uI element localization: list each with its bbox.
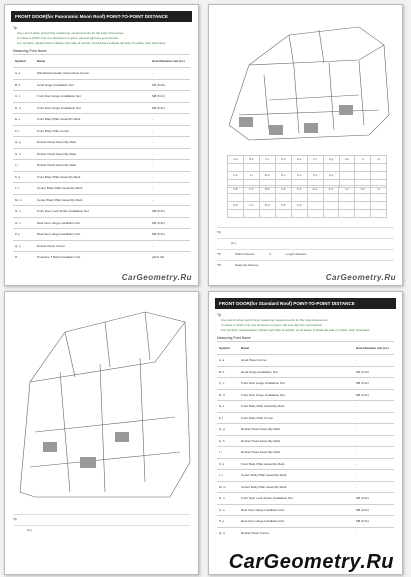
legend-row <box>13 525 190 532</box>
table-row <box>217 401 394 413</box>
distance-grid-1: A-a B-b C-c D-d E-e F-f G-g H-h I-i J-j K-k L-l M-m N-n O-o P-p Q-q <box>227 155 387 188</box>
cell-name: Front Body Pillar Assembly Mark <box>35 114 150 126</box>
cell-name: Front Body Pillar Assembly Mark <box>35 171 150 183</box>
cell-symbol: N, n <box>217 493 239 505</box>
table-row <box>217 493 394 505</box>
cell-name: Rocker Panel Assembly Mark <box>239 447 354 459</box>
cell-symbol: B, b <box>217 366 239 378</box>
cell-name: Front Door Lock Striker Installation Nut <box>239 493 354 505</box>
cell-name: Front Door Hinge Installation Nut <box>239 389 354 401</box>
table-header-row <box>217 342 394 355</box>
cell-symbol: H, h <box>217 435 239 447</box>
cell-symbol: C, c <box>13 91 35 103</box>
header-diameter: Hole Diameter mm (in.) <box>150 55 190 68</box>
legend-row <box>217 260 394 267</box>
cell-diameter: M6 (0.24) <box>150 79 190 91</box>
cell-name: Center Body Pillar Assembly Mark <box>239 481 354 493</box>
table-row <box>13 148 190 160</box>
page-title: FRONT DOOR(for Panoramic Moon Roof) POINT-TO-POINT DISTANCE <box>11 11 192 22</box>
table-header-row <box>13 55 190 68</box>
table-row <box>217 435 394 447</box>
cell-symbol: H, h <box>13 148 35 160</box>
cell-diameter: M8 (0.31) <box>354 378 394 390</box>
legend-sym: *L <box>268 252 272 256</box>
table-row <box>217 424 394 436</box>
cell-name: Front Body Pillar Assembly Mark <box>239 458 354 470</box>
cell-symbol: N, n <box>13 206 35 218</box>
page-body-diagram <box>208 4 403 286</box>
table-row <box>13 217 190 229</box>
cell-symbol: K, k <box>13 171 35 183</box>
legend-text: Width distance <box>235 252 255 256</box>
cell-symbol: O, o <box>13 217 35 229</box>
table-row <box>217 470 394 482</box>
cell-name: Proactive T Mark Installation Nut <box>35 252 150 263</box>
cell-diameter: - <box>150 114 190 126</box>
cell-name: Hood Hinge Installation Nut <box>239 366 354 378</box>
cell-symbol: D, d <box>13 102 35 114</box>
legend-sym: *W <box>217 252 221 256</box>
cell-name: Rocker Panel Corner <box>239 527 354 538</box>
table-row <box>13 79 190 91</box>
cell-diameter: M6 (0.24) <box>354 366 394 378</box>
header-diameter: Hole Diameter mm (in.) <box>354 342 394 355</box>
header-symbol: Symbol <box>217 342 239 355</box>
cell-symbol: G, g <box>217 424 239 436</box>
cell-diameter: - <box>150 160 190 172</box>
cell-symbol: F, f <box>13 125 35 137</box>
tip-bullet: For symbols, capital letters indicate right side of vehicle, small letters indicate left side of vehicle (rear hole/view). <box>17 41 167 45</box>
table-row <box>217 504 394 516</box>
cell-symbol: O, o <box>217 504 239 516</box>
measuring-point-table <box>217 341 394 538</box>
table-row <box>13 102 190 114</box>
table-row <box>217 366 394 378</box>
cell-symbol: D, d <box>217 389 239 401</box>
cell-name: Rocker Panel Assembly Mark <box>239 424 354 436</box>
table-row <box>217 458 394 470</box>
cell-diameter: M8 (0.31) <box>150 102 190 114</box>
table-row <box>13 229 190 241</box>
legend-row <box>217 249 394 256</box>
cell-name: Front Door Hinge Installation Nut <box>35 91 150 103</box>
cell-name: Front Door Hinge Installation Nut <box>35 102 150 114</box>
cell-diameter: - <box>354 424 394 436</box>
cell-symbol: G, g <box>13 137 35 149</box>
table-row <box>13 125 190 137</box>
cell-symbol: Q, q <box>13 240 35 252</box>
legend <box>217 227 394 271</box>
cell-diameter: - <box>150 194 190 206</box>
cell-name: Rocker Panel Assembly Mark <box>239 435 354 447</box>
cell-symbol: L, l <box>13 183 35 195</box>
legend-row <box>217 238 394 245</box>
cell-name: Front Body Pillar Assembly Mark <box>239 401 354 413</box>
cell-symbol: C, c <box>217 378 239 390</box>
tip-bullet: Use point A when performing measuring measurements for the body dimensions. <box>17 31 125 35</box>
legend-text: (in.) <box>231 241 237 245</box>
cell-symbol: L, l <box>217 470 239 482</box>
cell-symbol: A, a <box>217 355 239 367</box>
body-side-diagram <box>209 5 402 155</box>
measuring-point-label: Measuring Point Name <box>217 336 251 340</box>
cell-name: Front Door Lock Striker Installation Nut <box>35 206 150 218</box>
measuring-point-table <box>13 54 190 263</box>
table-row <box>13 137 190 149</box>
cell-diameter: - <box>150 171 190 183</box>
legend-text: (in.) <box>27 528 33 532</box>
cell-diameter: - <box>354 412 394 424</box>
header-name: Name <box>35 55 150 68</box>
tip-bullet: For symbols, capital letters indicate right side of vehicle, small letters indicate left side of vehicle (rear hole/view). <box>221 328 371 332</box>
cell-symbol: M, m <box>217 481 239 493</box>
watermark-logo: CarGeometry.Ru <box>325 273 396 282</box>
table-row <box>217 481 394 493</box>
table-row <box>217 412 394 424</box>
legend <box>13 514 190 536</box>
cell-diameter: - <box>150 125 190 137</box>
tip-bullet: In cases in which only one dimension is given, left and right are symmetrical. <box>221 323 323 327</box>
cell-name: Rear Door Hinge Installation Nut <box>239 504 354 516</box>
cell-name: Rocker Panel Corner <box>35 240 150 252</box>
cell-symbol: P, p <box>13 229 35 241</box>
legend-text: Diagonal distance <box>235 263 259 267</box>
cell-diameter: - <box>354 470 394 482</box>
table-row <box>13 160 190 172</box>
cell-diameter: - <box>150 183 190 195</box>
cell-name: Center Body Pillar Assembly Mark <box>239 470 354 482</box>
cell-name: Hood Panel Corner <box>239 355 354 367</box>
table-row <box>13 206 190 218</box>
cell-diameter: M8 (0.31) <box>354 504 394 516</box>
cell-symbol: E, e <box>217 401 239 413</box>
watermark-logo: CarGeometry.Ru <box>228 551 394 573</box>
table-row <box>217 447 394 459</box>
cell-diameter: - <box>150 137 190 149</box>
page-title: FRONT DOOR(for Standard Roof) POINT-TO-POINT DISTANCE <box>215 298 396 309</box>
cell-symbol: F, f <box>217 412 239 424</box>
cell-symbol: M, m <box>13 194 35 206</box>
cell-diameter: M8 (0.31) <box>354 389 394 401</box>
measuring-point-label: Measuring Point Name <box>13 49 47 53</box>
page-standard-roof-table <box>208 291 403 575</box>
cell-name: Windshield Header Outer Panel Corner <box>35 68 150 80</box>
cell-diameter: φ8 (0.24) <box>150 252 190 263</box>
cell-symbol: P, p <box>217 516 239 528</box>
cell-diameter: - <box>150 240 190 252</box>
watermark-logo: CarGeometry.Ru <box>121 273 192 282</box>
legend-row <box>13 514 190 521</box>
cell-name: Center Body Pillar Assembly Mark <box>35 183 150 195</box>
table-row <box>13 194 190 206</box>
cell-name: Front Body Pillar Corner <box>35 125 150 137</box>
cell-symbol: K, k <box>217 458 239 470</box>
legend-sym: Tip <box>13 517 18 521</box>
table-row <box>13 91 190 103</box>
table-row <box>217 516 394 528</box>
cell-diameter: M8 (0.31) <box>150 91 190 103</box>
cell-diameter: - <box>354 481 394 493</box>
cell-diameter: - <box>354 458 394 470</box>
cell-diameter: M8 (0.31) <box>150 217 190 229</box>
tip-bullet: In cases in which only one dimension is given, left and right are symmetrical. <box>17 36 119 40</box>
cell-diameter: - <box>150 148 190 160</box>
table-row <box>13 252 190 263</box>
cell-symbol: I, i <box>217 447 239 459</box>
cell-symbol: E, e <box>13 114 35 126</box>
table-row <box>217 378 394 390</box>
cell-diameter: M8 (0.31) <box>354 516 394 528</box>
table-row <box>13 68 190 80</box>
header-name: Name <box>239 342 354 355</box>
cell-diameter: M8 (0.31) <box>150 229 190 241</box>
header-symbol: Symbol <box>13 55 35 68</box>
cell-name: Rear Door Hinge Installation Nut <box>35 217 150 229</box>
cell-diameter: - <box>150 68 190 80</box>
legend-text: Length distance <box>285 252 307 256</box>
legend-row <box>217 227 394 234</box>
legend-sym: Tip <box>217 230 222 234</box>
cell-name: Hood Hinge Installation Nut <box>35 79 150 91</box>
tip-label: Tip <box>13 26 18 30</box>
table-row <box>217 527 394 538</box>
cell-name: Rear Door Hinge Installation Nut <box>239 516 354 528</box>
table-row <box>13 183 190 195</box>
cell-diameter: - <box>354 355 394 367</box>
cell-symbol: Q, q <box>217 527 239 538</box>
table-row <box>13 240 190 252</box>
cell-diameter: - <box>354 401 394 413</box>
cell-symbol: I, i <box>13 160 35 172</box>
page-panoramic-roof-table <box>4 4 199 286</box>
cell-name: Front Body Pillar Corner <box>239 412 354 424</box>
table-row <box>217 389 394 401</box>
cell-symbol: R <box>13 252 35 263</box>
cell-name: Center Body Pillar Assembly Mark <box>35 194 150 206</box>
cell-name: Rocker Panel Assembly Mark <box>35 148 150 160</box>
cell-name: Rocker Panel Assembly Mark <box>35 137 150 149</box>
distance-grid-2: A-B A-C B-D C-E D-F E-G F-H G-I H-K I-L K-M L-N M-O N-P O-Q <box>227 185 387 218</box>
page-body-diagram-standard <box>4 291 199 575</box>
table-row <box>13 171 190 183</box>
legend-sym: *W <box>217 263 221 267</box>
table-row <box>217 355 394 367</box>
cell-symbol: B, b <box>13 79 35 91</box>
tip-bullet: Use point A when performing measuring measurements for the body dimensions. <box>221 318 329 322</box>
cell-name: Front Door Hinge Installation Nut <box>239 378 354 390</box>
cell-diameter: M8 (0.31) <box>354 493 394 505</box>
cell-name: Rear Door Hinge Installation Nut <box>35 229 150 241</box>
cell-name: Rocker Panel Assembly Mark <box>35 160 150 172</box>
cell-diameter: - <box>354 527 394 538</box>
cell-symbol: A, a <box>13 68 35 80</box>
body-side-diagram <box>5 292 198 502</box>
cell-diameter: M8 (0.31) <box>150 206 190 218</box>
cell-diameter: - <box>354 447 394 459</box>
cell-diameter: - <box>354 435 394 447</box>
tip-label: Tip <box>217 313 222 317</box>
table-row <box>13 114 190 126</box>
